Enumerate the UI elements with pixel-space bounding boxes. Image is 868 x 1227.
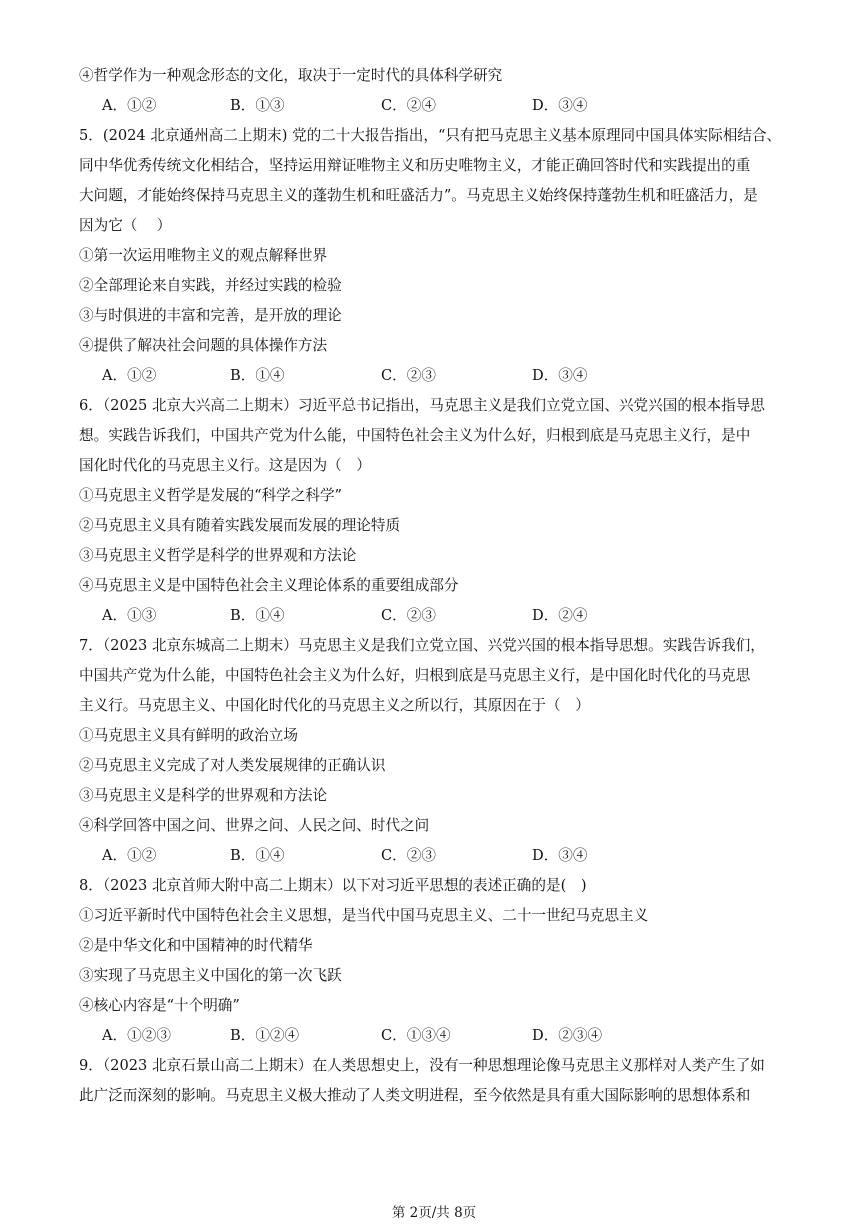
- question-5-stem: 大问题，才能始终保持马克思主义的蓬勃生机和旺盛活力”。马克思主义始终保持蓬勃生机和旺盛活力，是: [79, 187, 758, 204]
- question-5-stem: 同中华优秀传统文化相结合，坚持运用辩证唯物主义和历史唯物主义，才能正确回答时代和实践提出的重: [79, 157, 751, 174]
- option-b[interactable]: B．①③: [230, 97, 285, 114]
- statement-4: ④提供了解决社会问题的具体操作方法: [79, 337, 328, 354]
- question-8-stem: 8．（2023 北京首师大附中高二上期末）以下对习近平思想的表述正确的是( ): [79, 877, 587, 894]
- option-c[interactable]: C．②③: [381, 607, 436, 624]
- option-b[interactable]: B．①④: [230, 367, 285, 384]
- statement-1: ①习近平新时代中国特色社会主义思想，是当代中国马克思主义、二十一世纪马克思主义: [79, 907, 649, 924]
- statement-2: ②马克思主义完成了对人类发展规律的正确认识: [79, 757, 386, 774]
- option-c[interactable]: C．②④: [381, 97, 436, 114]
- question-7-stem: 7．（2023 北京东城高二上期末）马克思主义是我们立党立国、兴党兴国的根本指导思想。实践告诉我们，: [79, 637, 765, 654]
- question-7-stem: 主义行。马克思主义、中国化时代化的马克思主义之所以行，其原因在于（ ）: [79, 697, 590, 714]
- option-b[interactable]: B．①④: [230, 847, 285, 864]
- statement-1: ①马克思主义哲学是发展的“科学之科学”: [79, 487, 343, 504]
- option-a[interactable]: A．①②: [102, 367, 157, 384]
- option-d[interactable]: D．③④: [532, 367, 588, 384]
- statement-4: ④科学回答中国之问、世界之问、人民之问、时代之问: [79, 817, 430, 834]
- option-a[interactable]: A．①②: [102, 847, 157, 864]
- statement-3: ③马克思主义哲学是科学的世界观和方法论: [79, 547, 357, 564]
- option-a[interactable]: A．①②③: [102, 1027, 171, 1044]
- option-c[interactable]: C．②③: [381, 847, 436, 864]
- options-row: [102, 1026, 822, 1046]
- option-d[interactable]: D．③④: [532, 97, 588, 114]
- option-c[interactable]: C．②③: [381, 367, 436, 384]
- question-9-stem: 此广泛而深刻的影响。马克思主义极大推动了人类文明进程，至今依然是具有重大国际影响的思想体系和: [79, 1087, 751, 1104]
- statement-2: ②全部理论来自实践，并经过实践的检验: [79, 277, 342, 294]
- page-number: 第 2页/共 8页: [391, 1205, 477, 1221]
- statement-1: ①马克思主义具有鲜明的政治立场: [79, 727, 298, 744]
- options-row: [102, 846, 822, 866]
- question-6-stem: 想。实践告诉我们，中国共产党为什么能，中国特色社会主义为什么好，归根到底是马克思主义行，是中: [79, 427, 751, 444]
- statement-2: ②马克思主义具有随着实践发展而发展的理论特质: [79, 517, 401, 534]
- options-row: [102, 366, 822, 386]
- options-row: [102, 96, 822, 116]
- option-b[interactable]: B．①②④: [230, 1027, 300, 1044]
- statement-4: ④核心内容是“十个明确”: [79, 997, 240, 1014]
- statement-2: ②是中华文化和中国精神的时代精华: [79, 937, 313, 954]
- option-d[interactable]: D．②③④: [532, 1027, 603, 1044]
- question-6-stem: 6．（2025 北京大兴高二上期末）习近平总书记指出，马克思主义是我们立党立国、兴党兴国的根本指导思: [79, 397, 765, 414]
- question-5-stem: 5．(2024 北京通州高二上期末) 党的二十大报告指出，“只有把马克思主义基本原理同中国具体实际相结合、: [79, 127, 782, 144]
- question-6-stem: 国化时代化的马克思主义行。这是因为（ ）: [79, 457, 371, 474]
- option-b[interactable]: B．①④: [230, 607, 285, 624]
- statement-1: ①第一次运用唯物主义的观点解释世界: [79, 247, 328, 264]
- option-c[interactable]: C．①③④: [381, 1027, 451, 1044]
- options-row: [102, 606, 822, 626]
- question-9-stem: 9．（2023 北京石景山高二上期末）在人类思想史上，没有一种思想理论像马克思主义那样对人类产生了如: [79, 1057, 765, 1074]
- statement-3: ③马克思主义是科学的世界观和方法论: [79, 787, 328, 804]
- question-5-stem: 因为它（ ）: [79, 217, 172, 234]
- option-a[interactable]: A．①②: [102, 97, 157, 114]
- option-a[interactable]: A．①③: [102, 607, 157, 624]
- option-d[interactable]: D．②④: [532, 607, 588, 624]
- statement-3: ③与时俱进的丰富和完善，是开放的理论: [79, 307, 342, 324]
- statement-4: ④哲学作为一种观念形态的文化，取决于一定时代的具体科学研究: [79, 67, 503, 84]
- option-d[interactable]: D．③④: [532, 847, 588, 864]
- statement-3: ③实现了马克思主义中国化的第一次飞跃: [79, 967, 342, 984]
- statement-4: ④马克思主义是中国特色社会主义理论体系的重要组成部分: [79, 577, 459, 594]
- question-7-stem: 中国共产党为什么能，中国特色社会主义为什么好，归根到底是马克思主义行，是中国化时代化的马克思: [79, 667, 751, 684]
